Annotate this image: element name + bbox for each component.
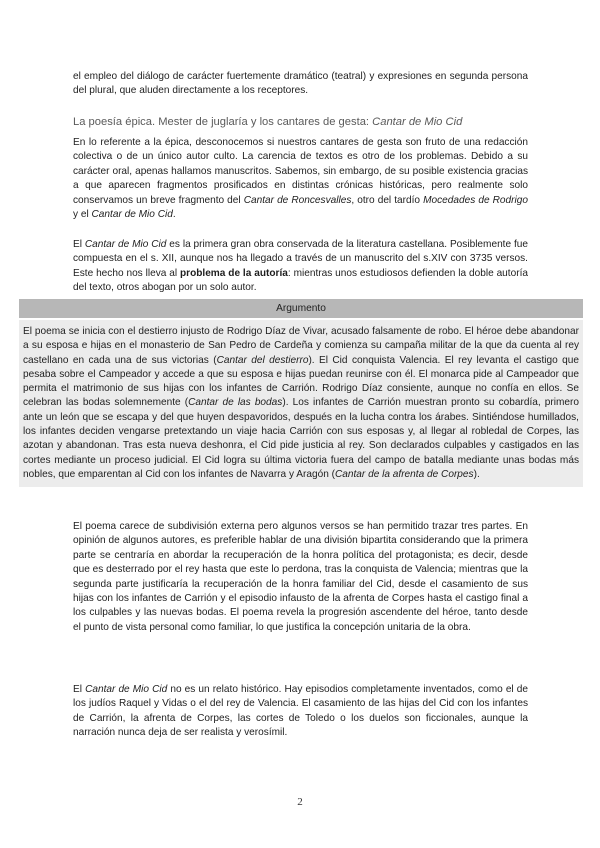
argument-box-title: Argumento [19, 299, 583, 318]
work-title: Cantar de Mio Cid [91, 209, 173, 221]
argument-box-body [19, 320, 583, 487]
cantar-title: Cantar de las bodas [188, 397, 283, 409]
box-text: El poema se inicia con el destierro injusto de Rodrigo Díaz de Vivar, acusado falsamente de robo. El héroe debe abandonar a su esposa e hijas en el monasterio de San Pedro de Cardeña y comienza su campaña militar de la que da cuenta al rey castellano en cada una de sus victorias ( [23, 326, 579, 366]
paragraph-autoria [73, 238, 528, 296]
work-title: Mocedades de Rodrigo [423, 194, 528, 206]
work-title: Cantar de Roncesvalles [243, 194, 352, 206]
cantar-title: Cantar del destierro [216, 354, 309, 366]
paragraph-estructura: El poema carece de subdivisión externa pero algunos versos se han permitido trazar tres partes. En opinión de algunos autores, es preferible hablar de una división bipartita considerando que la primera parte se centraría en abordar la recuperación de la honra política del protagonista; es decir, desde que es desterrado por el rey hasta que este lo perdona, tras la conquista de Valencia; mientras que la segunda parte justificaría la recuperación de la honra familiar del Cid, desde el casamiento de sus hijas con los infantes de Carrión y el episodio infausto de la afrenta de Corpes hasta el castigo final a los culpables y las nuevas bodas. El poema revela la progresión ascendente del héroe, tanto desde el punto de vista personal como familiar, lo que justifica la concepción unitaria de la obra. [73, 521, 528, 633]
paragraph-historicidad [73, 683, 528, 741]
paragraph-text: El [73, 684, 86, 695]
work-title: Cantar de Mio Cid [85, 684, 168, 695]
paragraph-epica [73, 136, 528, 222]
work-title: Cantar de Mio Cid [84, 239, 167, 250]
paragraph-text: , otro del tardío [351, 194, 424, 206]
heading-text: La poesía épica. Mester de juglaría y los cantares de gesta: [73, 116, 373, 128]
paragraph-text: es la primera gran obra conservada de la literatura castellana. Posiblemente fue compuesta en el s. XII, aunque nos ha llegado a través de un manuscrito del s.XIV con 3735 versos. Este hecho nos lleva al [73, 239, 529, 279]
bold-term: problema de la autoría [179, 267, 288, 279]
box-text: ). [473, 468, 480, 480]
paragraph-text: y el [73, 209, 92, 221]
cantar-title: Cantar de la afrenta de Corpes [334, 468, 474, 480]
paragraph-text: no es un relato histórico. Hay episodios completamente inventados, como el de los judíos Raquel y Vidas o el del rey de Valencia. El casamiento de las hijas del Cid con los infantes de Carrión, la afrenta de Corpes, las cortes de Toledo o los duelos son ficcionales, aunque la narración nunca deja de ser realista y verosímil. [73, 684, 528, 739]
paragraph-text: El [73, 239, 85, 250]
section-heading [73, 116, 462, 128]
heading-title-italic: Cantar de Mio Cid [372, 116, 463, 128]
paragraph-text: En lo referente a la épica, desconocemos si nuestros cantares de gesta son fruto de una redacción colectiva o de un único autor culto. La carencia de textos es otro de los problemas. Debido a su carácter oral, apenas hallamos manuscritos. Sabemos, sin embargo, de su posible existencia gracias a que aparecen fragmentos prosificados en distintas crónicas históricas, pero realmente solo conservamos un breve fragmento del [73, 137, 528, 206]
page-number: 2 [297, 796, 303, 808]
box-text: ). El Cid conquista Valencia. El rey levanta el castigo que pesaba sobre el Campeador y accede a que su esposa e hijas puedan reunirse con él. El monarca pide al Campeador que permita el matrimonio de sus hijas con los infantes de Carrión. Rodrigo Díaz consiente, aunque no confía en ellos. Se celebran las bodas solemnemente ( [23, 354, 579, 409]
box-text: ). Los infantes de Carrión muestran pronto su cobardía, primero ante un león que se escapa y del que huyen despavoridos, después en la lucha contra los árabes. Sintiéndose humillados, los infantes deciden vengarse pretextando un viaje hacia Carrión con sus esposas y, al llegar al robledal de Corpes, las azotan y abandonan. Tras esta nueva deshonra, el Cid pide justicia al rey. Son declarados culpables y castigados en las cortes mediante un proceso judicial. El Cid logra su última victoria fuera del campo de batalla mediante unas bodas más nobles, que emparentan al Cid con los infantes de Navarra y Aragón ( [23, 397, 579, 480]
paragraph-text: : mientras unos estudiosos defienden la doble autoría del texto, otros abogan por un solo autor. [73, 267, 528, 294]
paragraph-text: . [172, 209, 176, 221]
intro-paragraph: el empleo del diálogo de carácter fuertemente dramático (teatral) y expresiones en segunda persona del plural, que aluden directamente a los receptores. [73, 71, 528, 97]
